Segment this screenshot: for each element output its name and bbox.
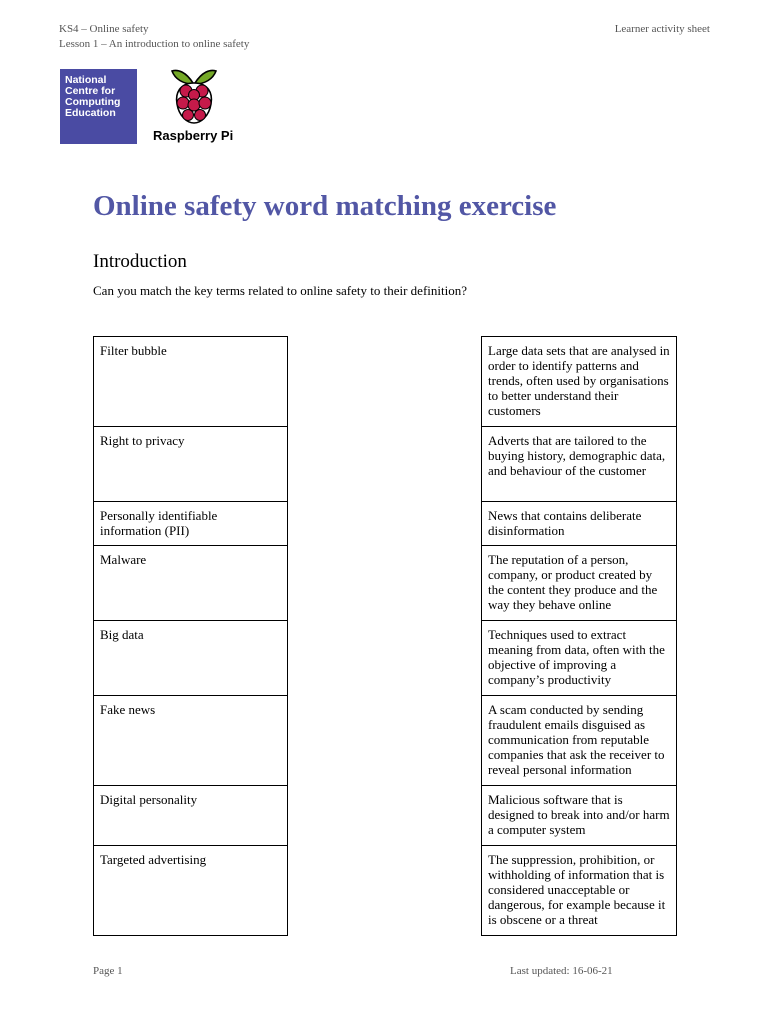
terms-table: [93, 336, 288, 936]
definition-cell: The suppression, prohibition, or withholding of information that is considered unacceptable or dangerous, for example because it is obscene or a threat: [482, 846, 677, 936]
term-cell: Right to privacy: [94, 427, 288, 502]
term-cell: Big data: [94, 621, 288, 696]
instruction-text: Can you match the key terms related to online safety to their definition?: [93, 283, 467, 298]
ncce-logo: [60, 69, 137, 144]
term-cell: Digital personality: [94, 786, 288, 846]
section-heading: Introduction: [93, 251, 187, 272]
page-title: Online safety word matching exercise: [93, 190, 557, 222]
course-label: KS4 – Online safety: [59, 23, 149, 35]
raspberry-icon: [169, 66, 219, 126]
ncce-logo-line: National: [65, 74, 107, 86]
definition-cell: Adverts that are tailored to the buying history, demographic data, and behaviour of the customer: [482, 427, 677, 502]
page-header-left: [59, 22, 249, 52]
raspberry-pi-logo: [150, 66, 240, 146]
definition-cell: Techniques used to extract meaning from data, often with the objective of improving a company’s productivity: [482, 621, 677, 696]
raspberry-pi-wordmark: Raspberry Pi: [153, 128, 234, 143]
definitions-table: [481, 336, 677, 936]
term-cell: Filter bubble: [94, 337, 288, 427]
term-cell: Targeted advertising: [94, 846, 288, 936]
term-cell: Fake news: [94, 696, 288, 786]
ncce-logo-line: Education: [65, 107, 116, 119]
definition-cell: The reputation of a person, company, or product created by the content they produce and the way they behave online: [482, 546, 677, 621]
definition-cell: Malicious software that is designed to break into and/or harm a computer system: [482, 786, 677, 846]
ncce-logo-line: Computing: [65, 96, 121, 108]
definition-cell: News that contains deliberate disinformation: [482, 502, 677, 546]
lesson-label: Lesson 1 – An introduction to online safety: [59, 38, 250, 50]
last-updated: Last updated: 16-06-21: [510, 965, 613, 977]
ncce-logo-line: Centre for: [65, 85, 116, 97]
term-cell: Personally identifiable information (PII): [94, 502, 288, 546]
definition-cell: A scam conducted by sending fraudulent emails disguised as communication from reputable companies that ask the receiver to reveal personal information: [482, 696, 677, 786]
page-number: Page 1: [93, 965, 123, 977]
definition-cell: Large data sets that are analysed in order to identify patterns and trends, often used by organisations to better understand their customers: [482, 337, 677, 427]
sheet-type-label: Learner activity sheet: [614, 23, 710, 35]
term-cell: Malware: [94, 546, 288, 621]
